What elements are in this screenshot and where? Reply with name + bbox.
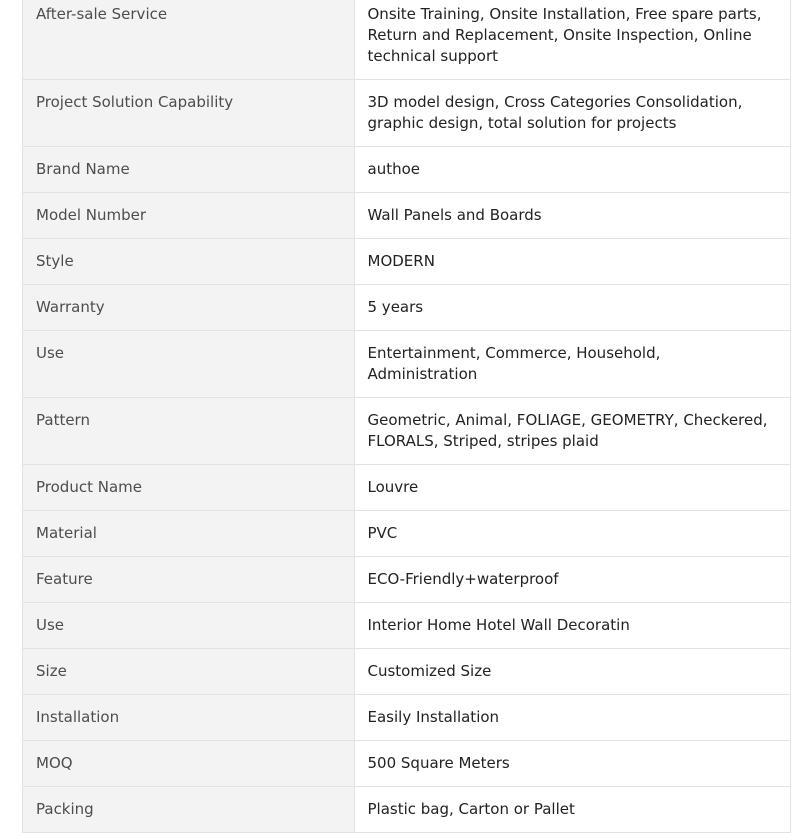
product-spec-table	[23, 0, 790, 833]
spec-label: Use	[23, 331, 354, 398]
table-row	[23, 603, 790, 649]
table-row	[23, 331, 790, 398]
spec-value: PVC	[354, 511, 790, 557]
table-row	[23, 511, 790, 557]
spec-label: Project Solution Capability	[23, 80, 354, 147]
table-row	[23, 0, 790, 80]
table-row	[23, 80, 790, 147]
table-row	[23, 649, 790, 695]
spec-label: MOQ	[23, 741, 354, 787]
table-row	[23, 285, 790, 331]
spec-value: 5 years	[354, 285, 790, 331]
spec-label: Material	[23, 511, 354, 557]
spec-value: Entertainment, Commerce, Household, Administration	[354, 331, 790, 398]
spec-value: Easily Installation	[354, 695, 790, 741]
spec-value: Louvre	[354, 465, 790, 511]
spec-value: 500 Square Meters	[354, 741, 790, 787]
spec-label: Installation	[23, 695, 354, 741]
spec-label: Feature	[23, 557, 354, 603]
spec-value: Customized Size	[354, 649, 790, 695]
table-row	[23, 741, 790, 787]
table-row	[23, 557, 790, 603]
spec-label: Packing	[23, 787, 354, 833]
spec-label: Style	[23, 239, 354, 285]
spec-label: After-sale Service	[23, 0, 354, 80]
table-row	[23, 787, 790, 833]
spec-value: Onsite Training, Onsite Installation, Free spare parts, Return and Replacement, Onsite Inspection, Online technical support	[354, 0, 790, 80]
spec-value: 3D model design, Cross Categories Consolidation, graphic design, total solution for projects	[354, 80, 790, 147]
spec-label: Pattern	[23, 398, 354, 465]
spec-value: MODERN	[354, 239, 790, 285]
spec-value: ECO-Friendly+waterproof	[354, 557, 790, 603]
table-row	[23, 147, 790, 193]
spec-value: Wall Panels and Boards	[354, 193, 790, 239]
spec-value: Interior Home Hotel Wall Decoratin	[354, 603, 790, 649]
spec-label: Size	[23, 649, 354, 695]
table-row	[23, 695, 790, 741]
spec-value: Plastic bag, Carton or Pallet	[354, 787, 790, 833]
product-spec-table-container	[22, 0, 791, 833]
table-row	[23, 398, 790, 465]
spec-value: Geometric, Animal, FOLIAGE, GEOMETRY, Checkered, FLORALS, Striped, stripes plaid	[354, 398, 790, 465]
spec-label: Use	[23, 603, 354, 649]
spec-value: authoe	[354, 147, 790, 193]
table-row	[23, 193, 790, 239]
spec-label: Model Number	[23, 193, 354, 239]
spec-label: Warranty	[23, 285, 354, 331]
table-row	[23, 465, 790, 511]
table-row	[23, 239, 790, 285]
spec-label: Brand Name	[23, 147, 354, 193]
spec-label: Product Name	[23, 465, 354, 511]
